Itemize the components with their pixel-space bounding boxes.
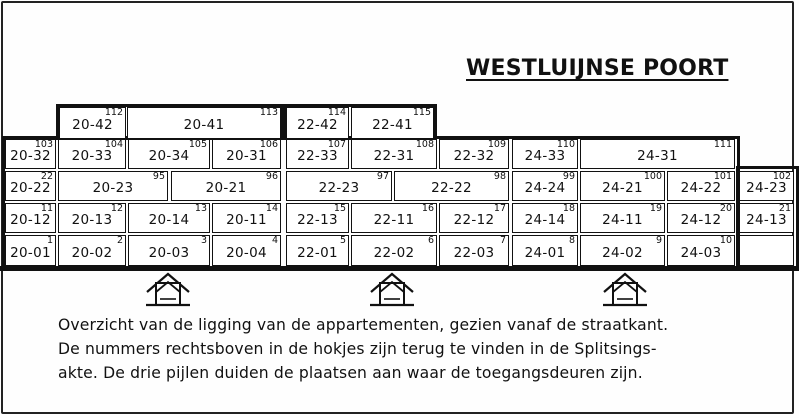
deed-number: 104 bbox=[104, 139, 123, 150]
caption-line: akte. De drie pijlen duiden de plaatsen aan waar de toegangsdeuren zijn. bbox=[58, 364, 643, 382]
apartment-cell bbox=[580, 235, 665, 266]
apartment-label: 20-01 bbox=[10, 244, 51, 261]
apartment-label: 20-04 bbox=[226, 244, 267, 261]
apartment-cell bbox=[128, 203, 210, 233]
apartment-label: 24-24 bbox=[524, 180, 566, 197]
apartment-cell bbox=[212, 139, 281, 169]
apartment-label: 24-02 bbox=[602, 244, 643, 261]
apartment-cell bbox=[286, 203, 349, 233]
apartment-cell bbox=[58, 139, 126, 169]
apartment-cell bbox=[580, 171, 665, 201]
apartment-label: 20-02 bbox=[71, 244, 113, 261]
apartment-cell bbox=[512, 235, 578, 266]
apartment-label: 20-42 bbox=[72, 117, 113, 134]
deed-number: 107 bbox=[327, 139, 346, 150]
apartment-cell bbox=[739, 203, 794, 233]
apartment-cell bbox=[286, 139, 349, 169]
apartment-label: 20-14 bbox=[148, 212, 190, 229]
deed-number: 97 bbox=[376, 171, 389, 182]
deed-number: 114 bbox=[327, 107, 346, 118]
apartment-label: 24-23 bbox=[746, 180, 787, 197]
apartment-cell bbox=[171, 171, 281, 201]
entrance-arrow-icon bbox=[367, 270, 417, 310]
apartment-label: 20-21 bbox=[205, 180, 247, 197]
apartment-cell bbox=[667, 235, 735, 266]
apartment-cell bbox=[394, 171, 509, 201]
apartment-label: 22-02 bbox=[373, 244, 415, 261]
apartment-label: 24-33 bbox=[524, 148, 566, 165]
page-title: WESTLUIJNSE POORT bbox=[466, 56, 729, 81]
deed-number: 10 bbox=[719, 235, 732, 246]
apartment-cell bbox=[58, 203, 126, 233]
deed-number: 3 bbox=[200, 235, 207, 246]
apartment-cell bbox=[667, 203, 735, 233]
deed-number: 115 bbox=[412, 107, 431, 118]
apartment-label: 22-01 bbox=[297, 244, 338, 261]
deed-number: 20 bbox=[719, 203, 732, 214]
deed-number: 4 bbox=[271, 235, 278, 246]
deed-number: 103 bbox=[34, 139, 53, 150]
deed-number: 9 bbox=[655, 235, 662, 246]
apartment-cell bbox=[351, 203, 437, 233]
deed-number: 17 bbox=[493, 203, 506, 214]
deed-number: 2 bbox=[116, 235, 123, 246]
apartment-label: 24-01 bbox=[524, 244, 566, 261]
deed-number: 101 bbox=[713, 171, 732, 182]
deed-number: 99 bbox=[562, 171, 575, 182]
apartment-label: 22-42 bbox=[297, 117, 338, 134]
entrance-arrow-icon bbox=[600, 270, 650, 310]
apartment-cell bbox=[286, 235, 349, 266]
apartment-cell bbox=[667, 171, 735, 201]
apartment-cell bbox=[5, 235, 56, 266]
apartment-cell bbox=[351, 139, 437, 169]
apartment-label: 22-32 bbox=[453, 148, 495, 165]
apartment-label: 24-11 bbox=[602, 212, 643, 229]
apartment-cell bbox=[439, 235, 509, 266]
apartment-label: 22-13 bbox=[297, 212, 338, 229]
deed-number: 16 bbox=[421, 203, 434, 214]
apartment-cell bbox=[439, 139, 509, 169]
apartment-label: 24-12 bbox=[680, 212, 722, 229]
apartment-label: 22-22 bbox=[431, 180, 472, 197]
apartment-label: 20-13 bbox=[71, 212, 113, 229]
caption-line: De nummers rechtsboven in de hokjes zijn terug te vinden in de Splitsings- bbox=[58, 340, 657, 358]
apartment-label: 20-22 bbox=[10, 180, 51, 197]
deed-number: 13 bbox=[194, 203, 207, 214]
apartment-label: 20-41 bbox=[183, 117, 225, 134]
caption bbox=[58, 313, 778, 385]
deed-number: 7 bbox=[499, 235, 506, 246]
apartment-label: 24-31 bbox=[637, 148, 678, 165]
apartment-cell bbox=[512, 203, 578, 233]
deed-number: 14 bbox=[265, 203, 278, 214]
apartment-label: 20-11 bbox=[226, 212, 267, 229]
deed-number: 109 bbox=[487, 139, 506, 150]
deed-number: 105 bbox=[188, 139, 207, 150]
deed-number: 108 bbox=[415, 139, 434, 150]
deed-number: 8 bbox=[568, 235, 575, 246]
apartment-cell bbox=[212, 203, 281, 233]
deed-number: 98 bbox=[493, 171, 506, 182]
apartment-cell bbox=[212, 235, 281, 266]
apartment-cell bbox=[58, 235, 126, 266]
apartment-label: 24-13 bbox=[746, 212, 787, 229]
deed-number: 6 bbox=[427, 235, 434, 246]
apartment-cell bbox=[351, 235, 437, 266]
apartment-label: 24-14 bbox=[524, 212, 566, 229]
apartment-cell bbox=[580, 139, 735, 169]
apartment-label: 20-12 bbox=[10, 212, 51, 229]
deed-number: 100 bbox=[643, 171, 662, 182]
deed-number: 1 bbox=[46, 235, 53, 246]
apartment-cell bbox=[286, 171, 392, 201]
apartment-cell bbox=[512, 171, 578, 201]
deed-number: 12 bbox=[110, 203, 123, 214]
apartment-cell bbox=[5, 203, 56, 233]
deed-number: 18 bbox=[562, 203, 575, 214]
apartment-label: 22-41 bbox=[372, 117, 413, 134]
apartment-label: 22-31 bbox=[373, 148, 415, 165]
apartment-cell bbox=[439, 203, 509, 233]
apartment-label: 20-32 bbox=[10, 148, 51, 165]
apartment-label: 22-11 bbox=[373, 212, 415, 229]
apartment-label: 22-33 bbox=[297, 148, 338, 165]
deed-number: 113 bbox=[259, 107, 278, 118]
apartment-label: 20-03 bbox=[148, 244, 190, 261]
apartment-label: 20-34 bbox=[148, 148, 190, 165]
apartment-cell bbox=[5, 139, 56, 169]
deed-number: 102 bbox=[772, 171, 791, 182]
apartment-label: 20-23 bbox=[92, 180, 134, 197]
caption-line: Overzicht van de ligging van de appartementen, gezien vanaf de straatkant. bbox=[58, 316, 669, 334]
deed-number: 22 bbox=[40, 171, 53, 182]
deed-number: 5 bbox=[339, 235, 346, 246]
deed-number: 96 bbox=[265, 171, 278, 182]
deed-number: 19 bbox=[649, 203, 662, 214]
apartment-cell bbox=[59, 107, 126, 139]
apartment-cell bbox=[5, 171, 56, 201]
deed-number: 106 bbox=[259, 139, 278, 150]
apartment-cell bbox=[128, 139, 210, 169]
apartment-label: 24-21 bbox=[602, 180, 643, 197]
apartment-cell bbox=[286, 107, 349, 139]
apartment-cell bbox=[128, 235, 210, 266]
apartment-cell bbox=[351, 107, 434, 139]
apartment-cell bbox=[739, 171, 794, 201]
apartment-cell bbox=[58, 171, 168, 201]
apartment-label: 20-33 bbox=[71, 148, 113, 165]
apartment-label: 22-23 bbox=[318, 180, 360, 197]
apartment-label: 22-03 bbox=[453, 244, 495, 261]
apartment-label: 22-12 bbox=[453, 212, 495, 229]
entrance-arrow-icon bbox=[143, 270, 193, 310]
apartment-cell bbox=[580, 203, 665, 233]
deed-number: 21 bbox=[778, 203, 791, 214]
apartment-label: 20-31 bbox=[226, 148, 267, 165]
deed-number: 11 bbox=[40, 203, 53, 214]
deed-number: 110 bbox=[556, 139, 575, 150]
apartment-cell bbox=[127, 107, 281, 139]
apartment-label: 24-22 bbox=[680, 180, 722, 197]
empty-cell bbox=[739, 235, 794, 266]
deed-number: 15 bbox=[333, 203, 346, 214]
apartment-label: 24-03 bbox=[680, 244, 722, 261]
deed-number: 111 bbox=[713, 139, 732, 150]
deed-number: 112 bbox=[104, 107, 123, 118]
apartment-cell bbox=[512, 139, 578, 169]
deed-number: 95 bbox=[152, 171, 165, 182]
